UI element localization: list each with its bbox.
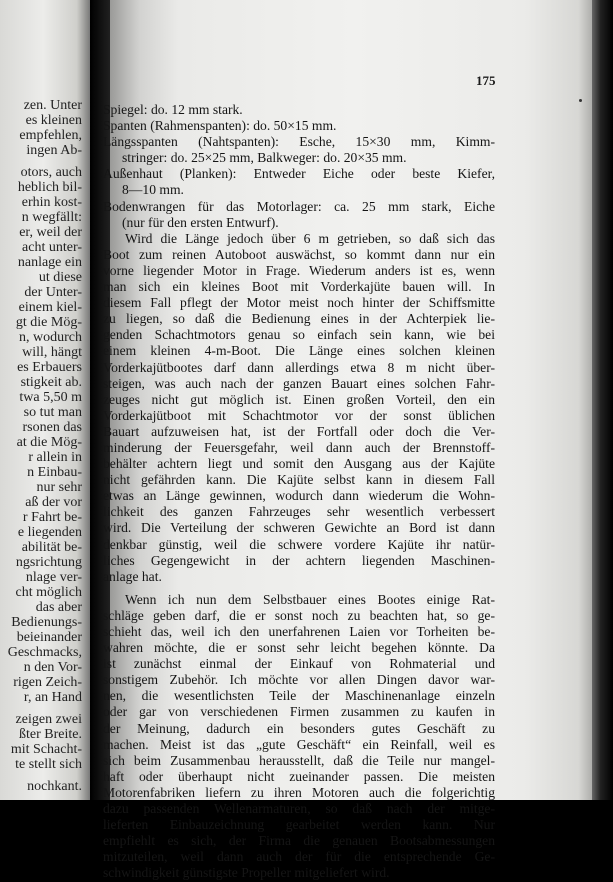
left-page-line: heblich bil- [17,180,82,195]
spec-line: Spanten (Rahmenspanten): do. 50×15 mm. [103,118,337,134]
left-page-line: beieinander [16,630,82,645]
left-page-line: will, hängt [22,345,82,360]
text-line: wird. Die Verteilung der schweren Gewichte an Bord ist dann [103,520,495,536]
spec-line: Längsspanten (Nahtspanten): Esche, 15×30 mm, Kimm- [103,134,495,150]
left-page-line: mit Schacht- [10,742,82,757]
text-line: dazu passenden Wellenarmaturen, so daß nach der mitge- [103,801,495,817]
text-line: sich beim Zusammenbau herausstellt, daß die Teile nur mangel- [103,752,495,768]
left-page-line: cht möglich [15,585,82,600]
spec-line: Bodenwrangen für das Motorlager: ca. 25 mm stark, Eiche [103,198,495,214]
spec-line: (nur für den ersten Entwurf). [122,214,279,230]
text-line: sonstigem Zubehör. Ich möchte vor allen Dingen davor war- [103,672,495,688]
text-line: nen, die wesentlichsten Teile der Maschinenanlage einzeln [103,688,495,704]
spec-line: stringer: do. 25×25 mm, Balkweger: do. 20×35 mm. [122,150,407,166]
text-line: vorne liegender Motor in Frage. Wiederum anders ist es, wenn [103,262,495,278]
left-page-line: so tut man [23,405,82,420]
left-page-line: r, an Hand [23,690,82,705]
left-page-line: er, weil der [19,225,82,240]
text-line: Wenn ich nun dem Selbstbauer eines Bootes einige Rat- [125,591,495,607]
paragraph-spacer [103,585,495,592]
left-page [0,0,96,800]
spec-list [103,102,495,231]
text-line: schläge geben darf, die er sonst noch zu beachten hat, so ge- [103,607,495,623]
body-text [103,102,495,882]
left-page-line: rigen Zeich- [13,675,82,690]
text-line: lichkeit des ganzen Fahrzeuges sehr wesentlich verbessert [103,504,495,520]
left-page-line: otors, auch [20,165,82,180]
spec-line: 8—10 mm. [122,182,184,198]
left-page-line: empfehlen, [19,128,82,143]
text-line: Motorenfabriken liefern zu ihren Motoren auch die folgerichtig [103,784,495,800]
left-page-line: at die Mög- [16,435,82,450]
text-line: behälter achtern liegt und somit den Ausgang aus der Kajüte [103,456,495,472]
left-page-line: es Erbauers [17,360,82,375]
text-line: zeuges nicht gut möglich ist. Einen großen Vorteil, den ein [103,391,495,407]
text-line: wahren möchte, die er sonst sehr leicht begehen könnte. Da [103,640,495,656]
text-line: minderung der Feuersgefahr, weil dann auch der Brennstoff- [103,439,495,455]
left-page-line: einem kiel- [18,300,82,315]
text-line: liches Gegengewicht in der achtern liegenden Maschinen- [103,552,495,568]
left-page-line: Bedienungs- [11,615,82,630]
text-line: oder gar von verschiedenen Firmen zusammen zu kaufen in [103,704,495,720]
left-page-line: n den Vor- [23,660,82,675]
left-page-line: nochkant. [27,779,82,794]
speck-mark [579,99,582,102]
left-page-line: ut diese [38,270,82,285]
left-page-line: der Unter- [24,285,82,300]
text-line: genden Schachtmotors genau so einfach sein kann, wie bei [103,327,495,343]
left-page-line: r allein in [28,450,82,465]
left-page-line: n Einbau- [27,465,82,480]
text-line: schwindigkeit günstigste Propeller mitgeliefert wird. [103,865,390,881]
text-line: etwas an Länge gewinnen, wodurch dann wiederum die Wohn- [103,488,495,504]
left-page-line: aß der vor [25,495,82,510]
text-line: ist zunächst einmal der Einkauf von Rohmaterial und [103,656,495,672]
paragraph-1 [103,231,495,585]
text-line: Boot zum reinen Autoboot auswächst, so kommt dann nur ein [103,246,495,262]
left-page-line: ingen Ab- [26,143,82,158]
left-page-line: acht unter- [22,240,82,255]
text-line: nicht gefährden kann. Die Kajüte selbst kann in diesem Fall [103,472,495,488]
text-line: der Meinung, dadurch ein besonders gutes Geschäft zu [103,720,495,736]
left-page-line: e liegenden [17,525,82,540]
left-page-line: nanlage ein [17,255,82,270]
left-page-line: twa 5,50 m [19,390,82,405]
left-page-line: zen. Unter [23,98,82,113]
left-page-line: r Fahrt be- [22,510,82,525]
text-line: mitzuteilen, weil dann auch der für die entsprechende Ge- [103,849,495,865]
text-line: zu liegen, so daß die Bedienung eines in der Achterpiek lie- [103,311,495,327]
left-page-line: es kleinen [25,113,82,128]
text-line: man sich ein kleines Boot mit Vorderkajüte bauen will. In [103,279,495,295]
left-page-line: ngsrichtung [15,555,82,570]
left-page-line: abilität be- [21,540,82,555]
left-page-line: n, wodurch [19,330,82,345]
text-line: denkbar günstig, weil die schwere vordere Kajüte ihr natür- [103,536,495,552]
text-line: Wird die Länge jedoch über 6 m getrieben, so daß sich das [125,230,495,246]
text-line: schieht das, weil ich den unerfahrenen Laien vor Torheiten be- [103,624,495,639]
text-line: diesem Fall pflegt der Motor meist noch hinter der Schiffsmitte [103,295,495,311]
left-page-line: zeigen zwei [15,712,82,727]
text-line: Vorderkajütboot mit Schachtmotor vor der sonst üblichen [103,407,495,423]
paragraph-2 [103,592,495,882]
text-line: steigen, was auch nach der ganzen Bauart eines solchen Fahr- [103,375,495,391]
text-line: Bauart aufzuweisen hat, ist der Fortfall oder doch die Ver- [103,423,495,439]
left-page-line: gt die Mög- [15,315,82,330]
spec-line: Außenhaut (Planken): Entweder Eiche oder beste Kiefer, [103,166,495,182]
left-page-line: nlage ver- [25,570,82,585]
text-line: machen. Meist ist das „gute Geschäft“ ein Reinfall, weil es [103,736,495,752]
left-page-line: das aber [35,600,82,615]
left-page-line: te stellt sich [15,757,82,772]
page-edge-shadow [592,0,613,800]
spec-line: Spiegel: do. 12 mm stark. [103,102,243,117]
left-page-line: ßter Breite. [19,727,82,742]
text-line: lieferten Einbauzeichnung gearbeitet werden kann. Nur [103,817,495,833]
text-line: einem kleinen 4-m-Boot. Die Länge eines solchen kleinen [103,343,495,359]
text-line: anlage hat. [103,568,162,584]
left-page-line: erhin kost- [21,195,82,210]
text-line: Vorderkajütbootes darf dann allerdings etwa 8 m nicht über- [103,359,495,375]
left-page-line: nur sehr [36,480,82,495]
left-page-line: Geschmacks, [7,645,82,660]
text-line: empfiehlt es sich, der Firma die genauen Bootsabmessungen [103,833,495,849]
left-page-line: n wegfällt: [21,210,82,225]
page-number: 175 [476,73,496,88]
left-page-line: rsonen das [22,420,82,435]
left-page-line: stigkeit ab. [20,375,82,390]
text-line: haft oder überhaupt nicht zueinander passen. Die meisten [103,768,495,784]
